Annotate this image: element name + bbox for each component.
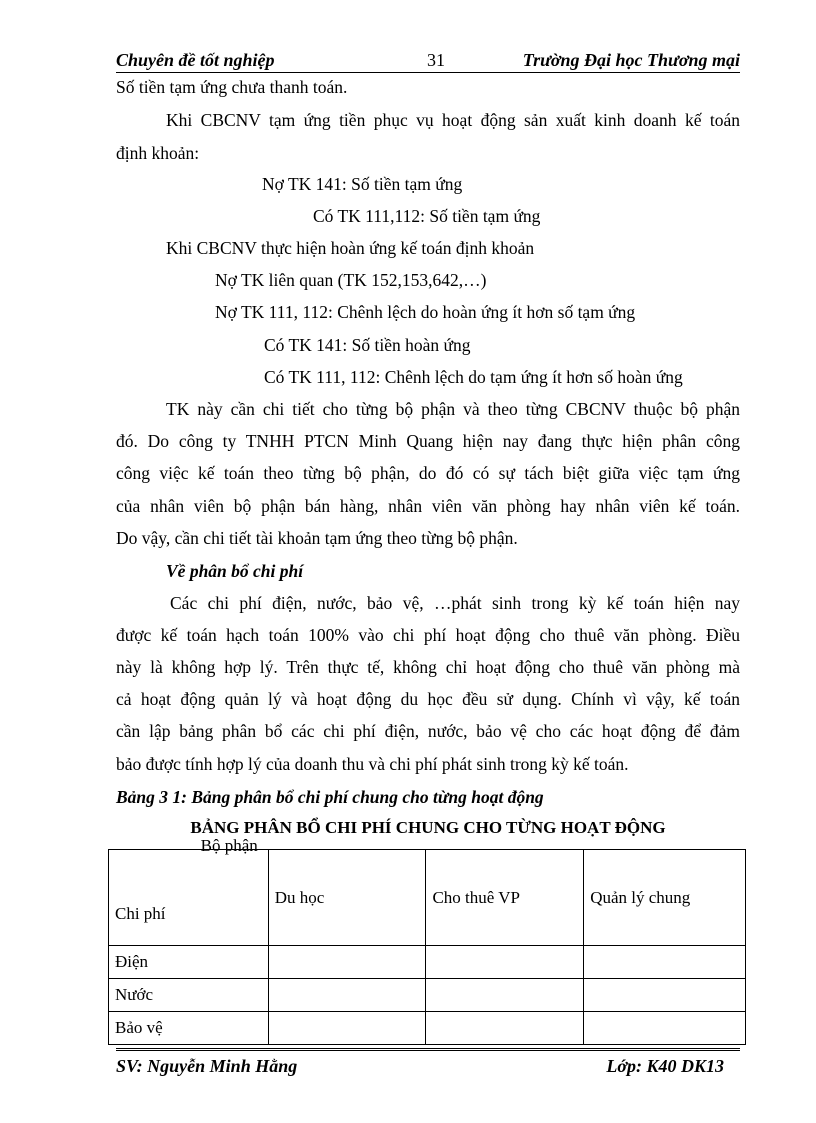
paragraph-line: TK này cần chi tiết cho từng bộ phận và theo từng CBCNV thuộc bộ phận xyxy=(166,399,740,419)
table-corner-cell xyxy=(109,835,269,946)
column-header: Du học xyxy=(268,850,426,946)
journal-entry-line: Có TK 141: Số tiền hoàn ứng xyxy=(264,335,471,355)
table-cell xyxy=(584,946,746,979)
paragraph-line: Khi CBCNV tạm ứng tiền phục vụ hoạt động sản xuất kinh doanh kế toán xyxy=(166,110,740,130)
corner-label-cost: Chi phí xyxy=(115,903,166,923)
table-header-row xyxy=(109,850,746,946)
journal-entry-line: Nợ TK 141: Số tiền tạm ứng xyxy=(262,174,463,194)
paragraph-line: của nhân viên bộ phận bán hàng, nhân viên văn phòng hay nhân viên kế toán. xyxy=(116,496,740,516)
table-cell xyxy=(268,946,426,979)
cost-allocation-table xyxy=(108,835,746,1045)
journal-entry-line: Có TK 111,112: Số tiền tạm ứng xyxy=(313,206,541,226)
table-cell xyxy=(426,1012,584,1045)
journal-entry-line: Có TK 111, 112: Chênh lệch do tạm ứng ít hơn số hoàn ứng xyxy=(264,367,683,387)
paragraph-line: cần lập bảng phân bổ các chi phí điện, nước, bảo vệ cho các hoạt động để đảm xyxy=(116,721,740,741)
page-footer xyxy=(116,1048,740,1080)
row-header: Điện xyxy=(109,946,269,979)
table-row xyxy=(109,979,746,1012)
table-title: BẢNG PHÂN BỔ CHI PHÍ CHUNG CHO TỪNG HOẠT ĐỘNG xyxy=(190,818,666,837)
table-cell xyxy=(584,1012,746,1045)
table-caption: Bảng 3 1: Bảng phân bổ chi phí chung cho từng hoạt động xyxy=(116,787,544,807)
table-row xyxy=(109,946,746,979)
paragraph-line: công việc kế toán theo từng bộ phận, do đó có sự tách biệt giữa việc tạm ứng xyxy=(116,463,740,483)
header-thesis-title: Chuyên đề tốt nghiệp xyxy=(116,50,275,70)
table-cell xyxy=(426,946,584,979)
paragraph-line: Khi CBCNV thực hiện hoàn ứng kế toán định khoản xyxy=(166,238,535,258)
paragraph-line: Số tiền tạm ứng chưa thanh toán. xyxy=(116,77,348,97)
page-header xyxy=(116,50,740,73)
footer-student-name: SV: Nguyễn Minh Hằng xyxy=(116,1056,298,1076)
table-cell xyxy=(584,979,746,1012)
column-header: Quản lý chung xyxy=(584,850,746,946)
paragraph-line: Các chi phí điện, nước, bảo vệ, …phát sinh trong kỳ kế toán hiện nay xyxy=(170,593,740,613)
journal-entry-line: Nợ TK liên quan (TK 152,153,642,…) xyxy=(215,270,487,290)
paragraph-line: bảo được tính hợp lý của doanh thu và chi phí phát sinh trong kỳ kế toán. xyxy=(116,754,629,774)
journal-entry-line: Nợ TK 111, 112: Chênh lệch do hoàn ứng ít hơn số tạm ứng xyxy=(215,302,636,322)
table-cell xyxy=(268,1012,426,1045)
table-cell xyxy=(268,979,426,1012)
paragraph-line: này là không hợp lý. Trên thực tế, không chỉ hoạt động cho thuê văn phòng mà xyxy=(116,657,740,677)
paragraph-line: đó. Do công ty TNHH PTCN Minh Quang hiện nay đang thực hiện phân công xyxy=(116,431,740,451)
corner-label-department: Bộ phận xyxy=(200,835,258,855)
page-number: 31 xyxy=(427,50,445,70)
paragraph-line: cả hoạt động quản lý và hoạt động du học đều sử dụng. Chính vì vậy, kế toán xyxy=(116,689,740,709)
table-row xyxy=(109,1012,746,1045)
paragraph-line: được kế toán hạch toán 100% vào chi phí hoạt động cho thuê văn phòng. Điều xyxy=(116,625,740,645)
section-heading: Về phân bổ chi phí xyxy=(166,561,304,581)
row-header: Bảo vệ xyxy=(109,1012,269,1045)
row-header: Nước xyxy=(109,979,269,1012)
header-university: Trường Đại học Thương mại xyxy=(522,50,740,70)
paragraph-line: định khoản: xyxy=(116,143,200,163)
paragraph-line: Do vậy, cần chi tiết tài khoản tạm ứng theo từng bộ phận. xyxy=(116,528,518,548)
table-cell xyxy=(426,979,584,1012)
column-header: Cho thuê VP xyxy=(426,850,584,946)
footer-class: Lớp: K40 DK13 xyxy=(606,1056,724,1076)
